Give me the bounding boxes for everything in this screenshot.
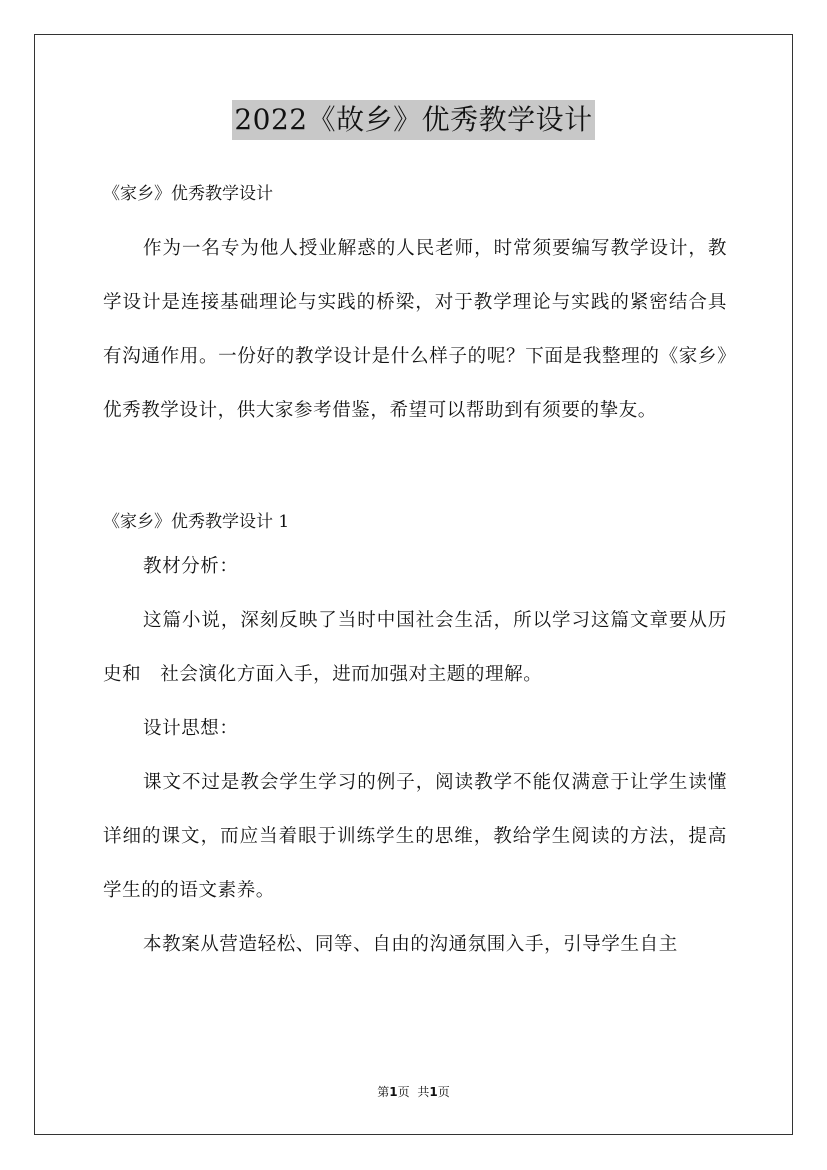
total-suffix: 页 <box>437 1085 450 1099</box>
total-prefix: 共 <box>417 1085 430 1099</box>
document-body <box>103 176 727 972</box>
label-design-idea: 设计思想： <box>143 718 239 739</box>
document-title: 2022《故乡》优秀教学设计 <box>232 100 594 140</box>
sub-heading: 《家乡》优秀教学设计 1 <box>103 512 290 532</box>
label-material-analysis: 教材分析： <box>143 556 239 577</box>
intro-paragraph: 作为一名专为他人授业解惑的人民老师，时常须要编写教学设计，教学设计是连接基础理论与实践的桥梁，对于教学理论与实践的紧密结合具有沟通作用。一份好的教学设计是什么样子的呢？下面是我整理的《家乡》优秀教学设计，供大家参考借鉴，希望可以帮助到有须要的挚友。 <box>103 238 727 421</box>
page-prefix: 第 <box>377 1085 390 1099</box>
page-footer <box>0 1082 827 1102</box>
teaching-plan-paragraph: 本教案从营造轻松、同等、自由的沟通氛围入手，引导学生自主 <box>143 934 678 955</box>
design-idea-paragraph: 课文不过是教会学生学习的例子，阅读教学不能仅满意于让学生读懂详细的课文，而应当着眼于训练学生的思维，教给学生阅读的方法，提高学生的的语文素养。 <box>103 772 727 901</box>
page-suffix: 页 <box>397 1085 410 1099</box>
material-analysis-paragraph: 这篇小说，深刻反映了当时中国社会生活，所以学习这篇文章要从历史和 社会演化方面入手，进而加强对主题的理解。 <box>103 610 727 685</box>
page-number: 1 <box>389 1085 398 1099</box>
section-heading: 《家乡》优秀教学设计 <box>103 184 273 204</box>
total-pages: 1 <box>429 1085 438 1099</box>
title-area <box>0 100 827 140</box>
